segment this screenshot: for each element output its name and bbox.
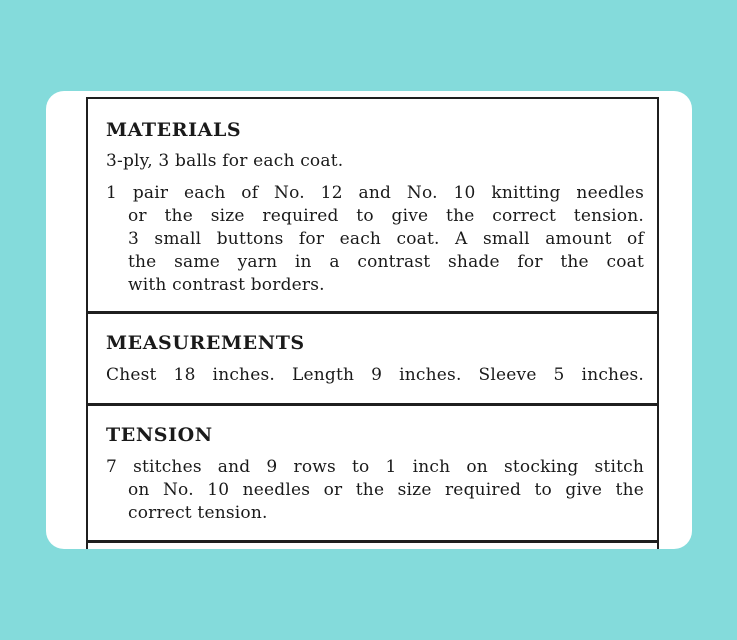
measurements-heading: MEASUREMENTS [106, 332, 305, 354]
materials-heading: MATERIALS [106, 119, 242, 141]
section-divider [88, 403, 657, 406]
measurements-line-1: Chest 18 inches. Length 9 inches. Sleeve 5 inches. [106, 365, 644, 385]
materials-line-6: with contrast borders. [128, 275, 325, 295]
pattern-frame [86, 97, 659, 549]
materials-line-3: or the size required to give the correct tension. [128, 206, 644, 226]
tension-line-3: correct tension. [128, 503, 268, 523]
tension-heading: TENSION [106, 424, 213, 446]
document-card [46, 91, 692, 549]
materials-line-2: 1 pair each of No. 12 and No. 10 knitting needles [106, 183, 644, 203]
materials-line-4: 3 small buttons for each coat. A small amount of [128, 229, 644, 249]
tension-line-1: 7 stitches and 9 rows to 1 inch on stocking stitch [106, 457, 644, 477]
section-divider [88, 311, 657, 314]
section-divider [88, 540, 657, 543]
materials-line-5: the same yarn in a contrast shade for the coat [128, 252, 644, 272]
materials-line-1: 3-ply, 3 balls for each coat. [106, 151, 344, 171]
tension-line-2: on No. 10 needles or the size required to give the [128, 480, 644, 500]
